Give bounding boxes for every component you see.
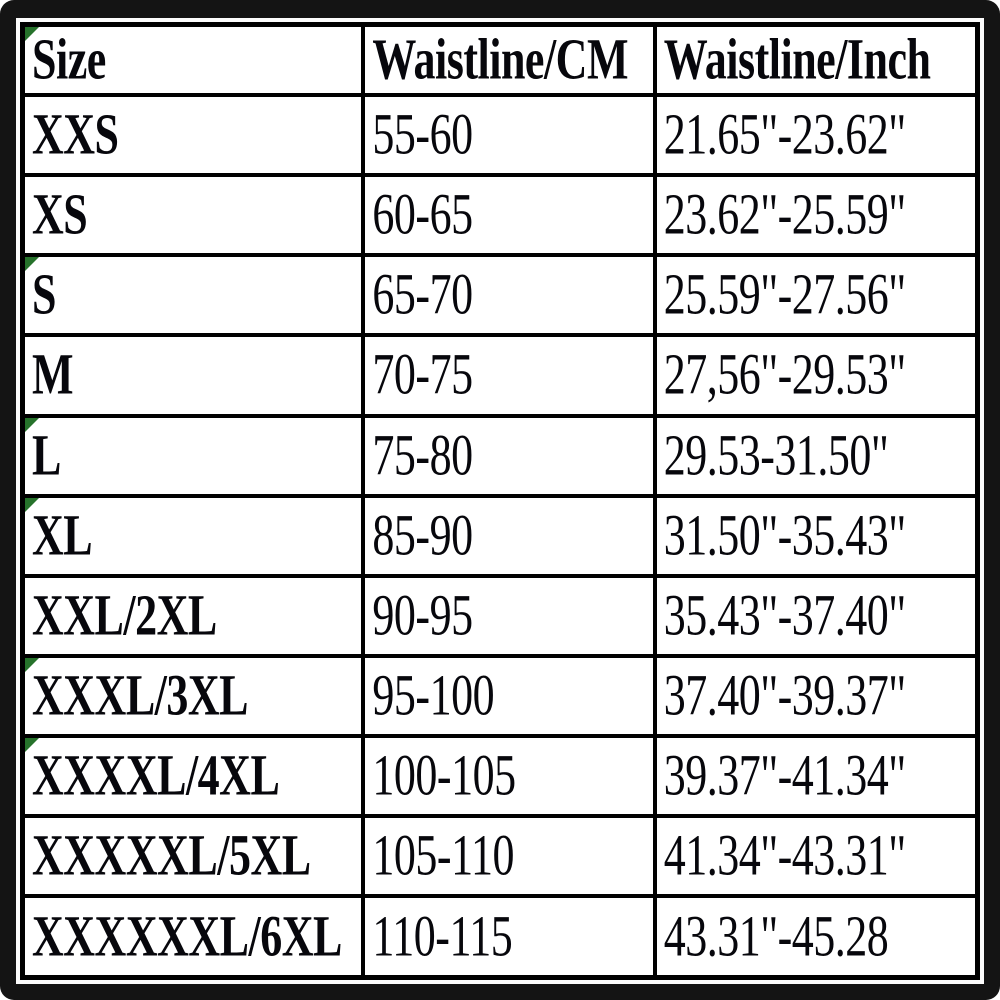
inch-value: 43.31"-45.28: [663, 903, 889, 969]
spreadsheet-sheet: [16, 18, 984, 984]
header-waistline-cm: [363, 25, 654, 96]
table-row: [23, 576, 978, 656]
cell-size: [23, 736, 364, 816]
cell-inch: [655, 896, 978, 977]
cell-size: [23, 816, 364, 896]
cell-cm: [363, 335, 654, 415]
cell-size: [23, 416, 364, 496]
cell-size: [23, 175, 364, 255]
cell-cm: [363, 496, 654, 576]
cell-size: [23, 896, 364, 977]
cm-value: 90-95: [372, 582, 473, 648]
cell-cm: [363, 255, 654, 335]
header-size-label: Size: [32, 27, 106, 92]
cell-inch: [655, 576, 978, 656]
cm-value: 65-70: [372, 262, 473, 328]
cell-inch: [655, 255, 978, 335]
cell-cm: [363, 656, 654, 736]
header-inch-label: Waistline/Inch: [663, 27, 931, 92]
cell-size: [23, 576, 364, 656]
inch-value: 29.53-31.50": [663, 422, 889, 488]
cell-inch: [655, 736, 978, 816]
cell-inch: [655, 816, 978, 896]
inch-value: 23.62"-25.59": [663, 182, 906, 247]
table-row: [23, 175, 978, 255]
table-row: [23, 896, 978, 977]
cell-size: [23, 496, 364, 576]
cell-cm: [363, 896, 654, 977]
table-row: [23, 416, 978, 496]
table-row: [23, 95, 978, 175]
cm-value: 105-110: [372, 823, 514, 889]
size-label: XXL/2XL: [32, 582, 217, 648]
inch-value: 25.59"-27.56": [663, 262, 906, 328]
cell-inch: [655, 175, 978, 255]
inch-value: 21.65"-23.62": [663, 102, 906, 167]
size-label: XXS: [32, 102, 119, 167]
cell-size: [23, 656, 364, 736]
cm-value: 55-60: [372, 102, 473, 167]
cell-inch: [655, 416, 978, 496]
size-label: XS: [32, 182, 88, 247]
cm-value: 95-100: [372, 663, 495, 728]
cell-cm: [363, 816, 654, 896]
header-row: [23, 25, 978, 96]
cell-cm: [363, 416, 654, 496]
cm-value: 60-65: [372, 182, 473, 247]
table-row: [23, 255, 978, 335]
cell-inch: [655, 656, 978, 736]
header-size: [23, 25, 364, 96]
cell-cm: [363, 95, 654, 175]
size-label: XXXL/3XL: [32, 663, 249, 728]
cell-inch: [655, 335, 978, 415]
cell-inch: [655, 95, 978, 175]
size-label: XXXXXXL/6XL: [32, 903, 342, 969]
cell-cm: [363, 576, 654, 656]
table-row: [23, 335, 978, 415]
size-label: XXXXL/4XL: [32, 743, 280, 808]
inch-value: 41.34"-43.31": [663, 823, 906, 889]
size-label: XXXXXL/5XL: [32, 823, 311, 889]
cm-value: 75-80: [372, 422, 473, 488]
header-waistline-inch: [655, 25, 978, 96]
header-cm-label: Waistline/CM: [372, 27, 628, 92]
cell-size: [23, 335, 364, 415]
cell-cm: [363, 175, 654, 255]
inch-value: 27,56"-29.53": [663, 342, 906, 408]
table-row: [23, 736, 978, 816]
table-row: [23, 816, 978, 896]
size-label: L: [32, 422, 61, 488]
inch-value: 39.37"-41.34": [663, 743, 906, 808]
cell-cm: [363, 736, 654, 816]
cell-inch: [655, 496, 978, 576]
inch-value: 37.40"-39.37": [663, 663, 906, 728]
table-row: [23, 656, 978, 736]
table-row: [23, 496, 978, 576]
size-label: S: [32, 262, 56, 328]
cm-value: 70-75: [372, 342, 473, 408]
size-label: XL: [32, 502, 93, 568]
cell-size: [23, 95, 364, 175]
inch-value: 31.50"-35.43": [663, 502, 906, 568]
size-label: M: [32, 342, 74, 408]
inch-value: 35.43"-37.40": [663, 582, 906, 648]
cm-value: 85-90: [372, 502, 473, 568]
cm-value: 100-105: [372, 743, 516, 808]
cell-size: [23, 255, 364, 335]
cm-value: 110-115: [372, 903, 513, 969]
size-chart-table: [20, 22, 980, 980]
